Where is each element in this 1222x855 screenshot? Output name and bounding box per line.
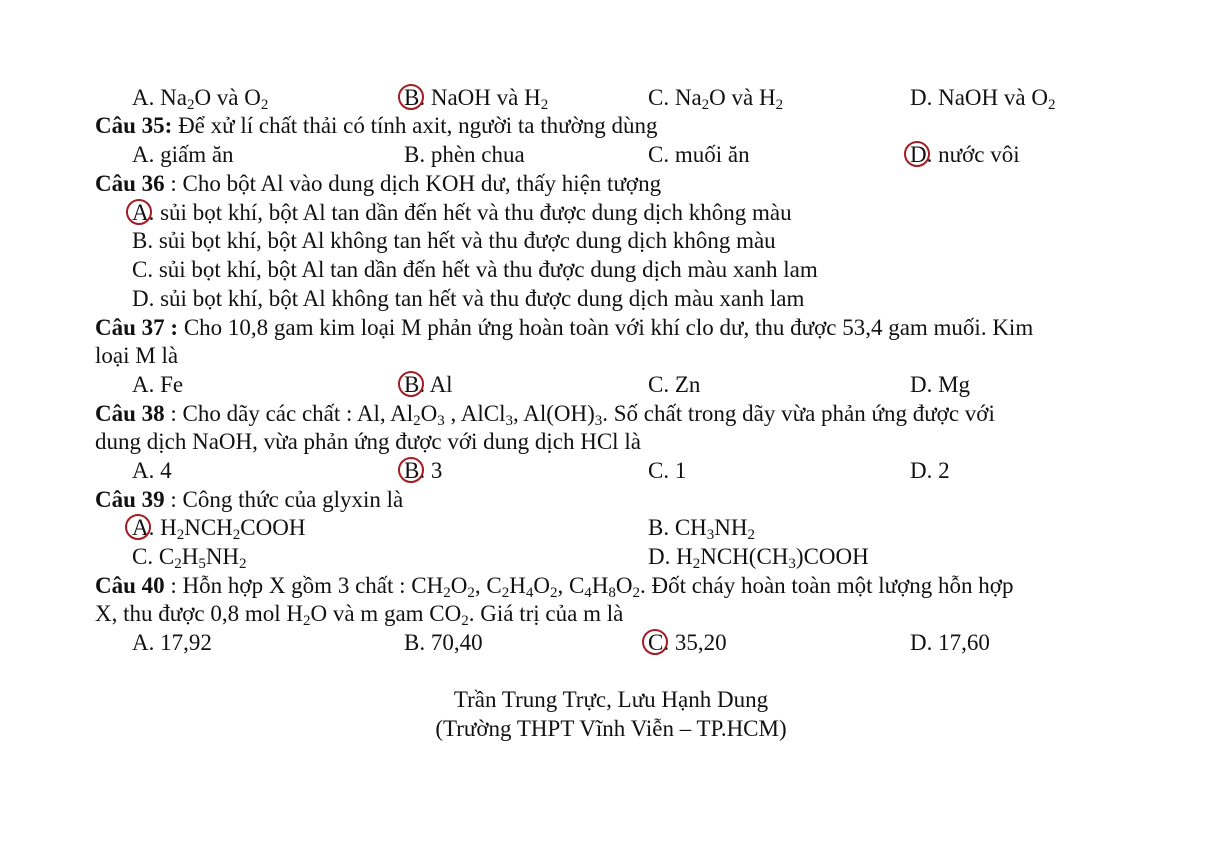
option-40-d: D. 17,60 [910,630,990,655]
option-39-d: D. H2NCH(CH3)COOH [648,544,869,572]
answer-circle [904,141,930,167]
option-35-d: D. nước vôi [910,142,1020,167]
option-35-c: C. muối ăn [648,142,750,167]
question-35-stem: Câu 35: Để xử lí chất thải có tính axit, người ta thường dùng [95,113,658,138]
question-37-stem-cont: loại M là [95,343,179,368]
question-40-stem-cont: X, thu được 0,8 mol H2O và m gam CO2. Giá trị của m là [95,601,624,629]
option-38-d: D. 2 [910,458,950,483]
answer-circle [126,199,152,225]
answer-circle [398,457,424,483]
option-36-c: C. sủi bọt khí, bột Al tan dần đến hết và thu được dung dịch màu xanh lam [132,257,818,282]
option-39-b: B. CH3NH2 [648,515,756,543]
option-40-b: B. 70,40 [404,630,483,655]
option-36-b: B. sủi bọt khí, bột Al không tan hết và thu được dung dịch không màu [132,228,776,253]
footer-authors: Trần Trung Trực, Lưu Hạnh Dung [453,687,769,712]
option-37-b: B. Al [404,372,453,397]
option-35-b: B. phèn chua [404,142,525,167]
question-38-stem: Câu 38 : Cho dãy các chất : Al, Al2O3 , AlCl3, Al(OH)3. Số chất trong dãy vừa phản ứng được với [95,401,995,429]
option-38-b: B. 3 [404,458,443,483]
option-36-a: A. sủi bọt khí, bột Al tan dần đến hết và thu được dung dịch không màu [132,200,792,225]
question-39-stem: Câu 39 : Công thức của glyxin là [95,487,404,512]
answer-circle [642,629,668,655]
option-36-d: D. sủi bọt khí, bột Al không tan hết và thu được dung dịch màu xanh lam [132,286,805,311]
option-37-d: D. Mg [910,372,971,397]
question-37-stem: Câu 37 : Cho 10,8 gam kim loại M phản ứng hoàn toàn với khí clo dư, thu được 53,4 gam muối. Kim [95,315,1034,340]
option-39-a: A. H2NCH2COOH [132,515,306,543]
option-34-b: B. NaOH và H2 [404,85,549,113]
option-35-a: A. giấm ăn [132,142,234,167]
question-40-stem: Câu 40 : Hỗn hợp X gồm 3 chất : CH2O2, C2H4O2, C4H8O2. Đốt cháy hoàn toàn một lượng hỗn hợp [95,573,1014,601]
answer-circle [398,84,424,110]
question-38-stem-cont: dung dịch NaOH, vừa phản ứng được với dung dịch HCl là [95,429,641,454]
option-40-a: A. 17,92 [132,630,212,655]
option-37-c: C. Zn [648,372,701,397]
option-38-a: A. 4 [132,458,172,483]
option-40-c: C. 35,20 [648,630,727,655]
footer-school: (Trường THPT Vĩnh Viễn – TP.HCM) [435,716,787,741]
option-34-d: D. NaOH và O2 [910,85,1056,113]
option-34-a: A. Na2O và O2 [132,85,269,113]
option-34-c: C. Na2O và H2 [648,85,784,113]
option-39-c: C. C2H5NH2 [132,544,247,572]
answer-circle [398,371,424,397]
question-36-stem: Câu 36 : Cho bột Al vào dung dịch KOH dư, thấy hiện tượng [95,171,662,196]
answer-circle [125,514,151,540]
option-37-a: A. Fe [132,372,184,397]
option-38-c: C. 1 [648,458,687,483]
